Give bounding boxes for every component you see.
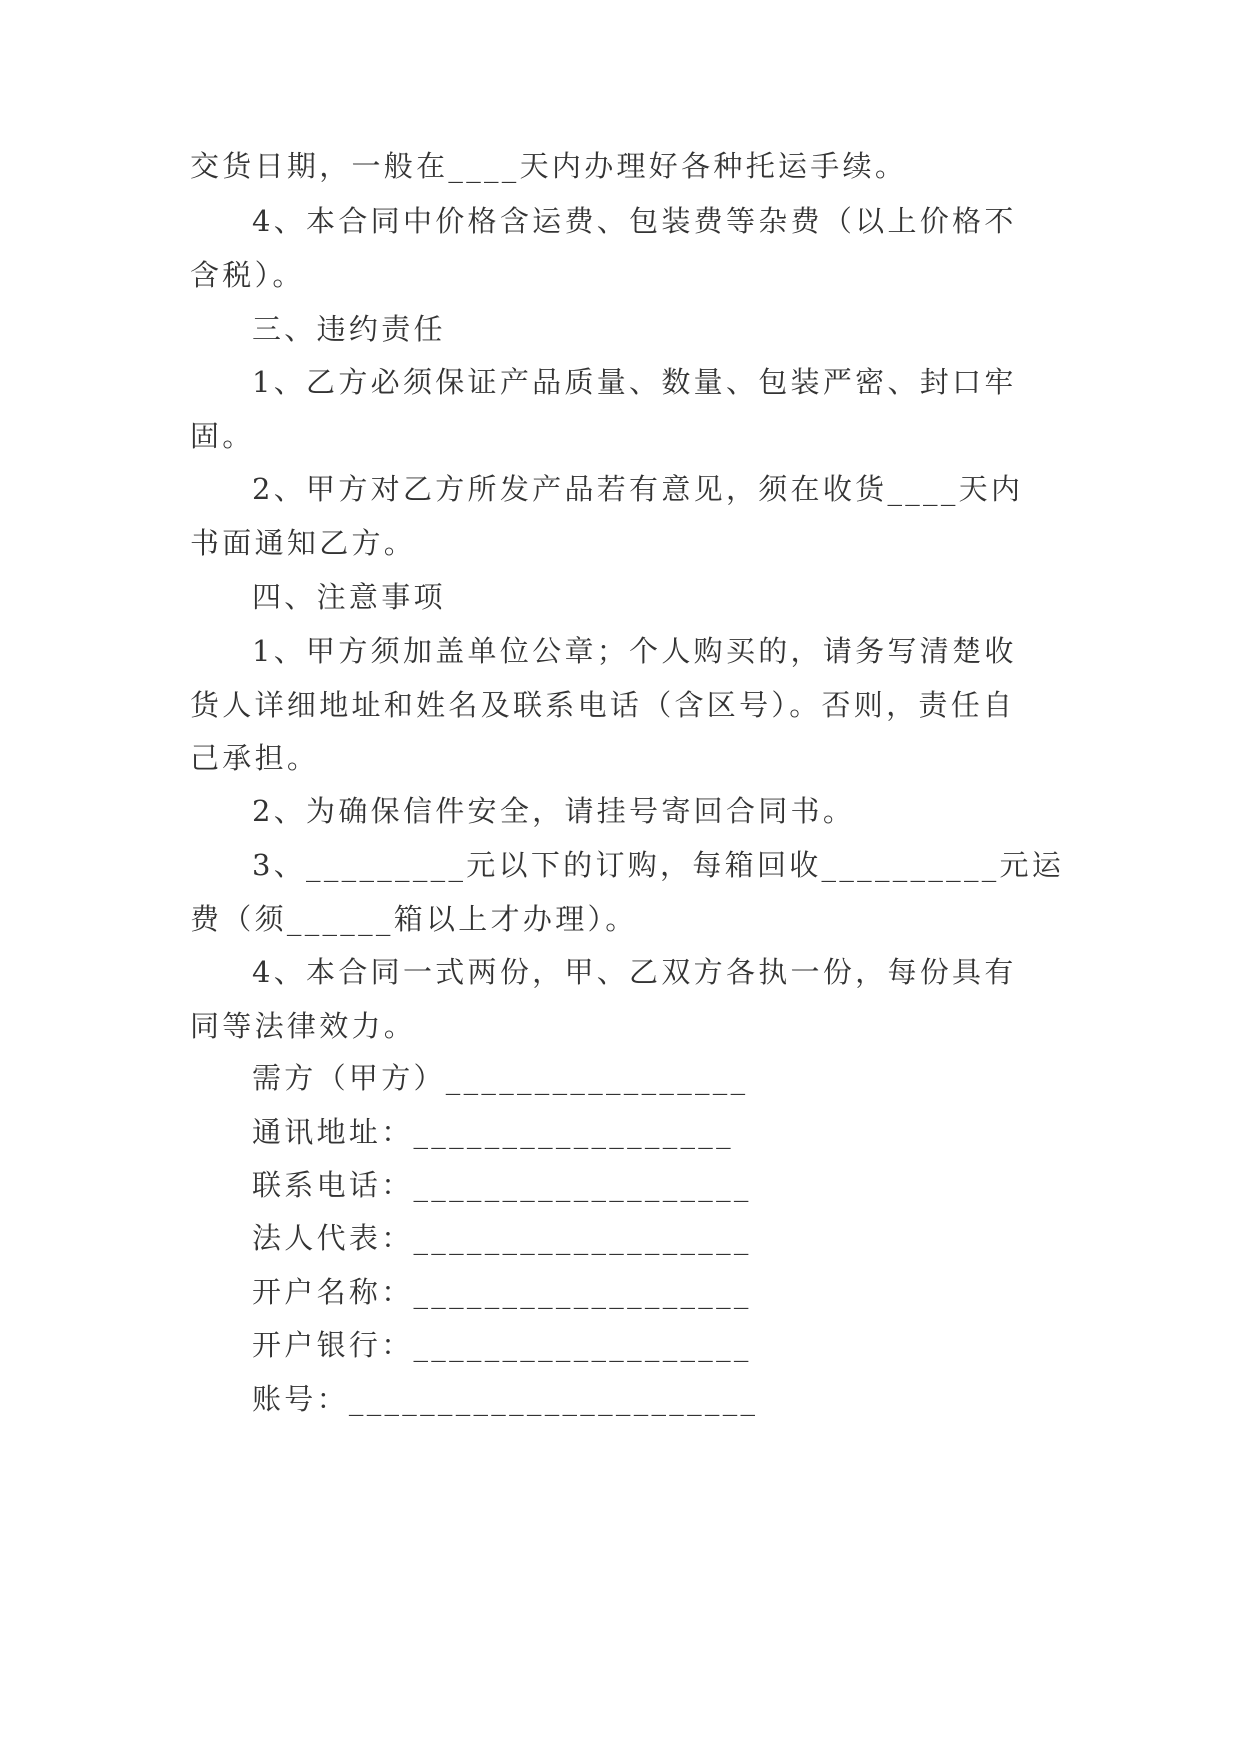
note-company-seal-cont: 货人详细地址和姓名及联系电话（含区号）。否则，责任自 (190, 688, 1016, 722)
field-bank-name: 开户银行：___________________ (252, 1328, 752, 1362)
field-contact-phone: 联系电话：___________________ (252, 1168, 752, 1202)
note-registered-mail: 2、为确保信件安全，请挂号寄回合同书。 (252, 794, 856, 828)
clause-price-includes-fees: 4、本合同中价格含运费、包装费等杂费（以上价格不 (252, 204, 1017, 238)
field-account-name: 开户名称：___________________ (252, 1275, 752, 1309)
note-copies: 4、本合同一式两份，甲、乙双方各执一份，每份具有 (252, 955, 1017, 989)
clause-quality-guarantee: 1、乙方必须保证产品质量、数量、包装严密、封口牢 (252, 365, 1017, 399)
section-heading-notes: 四、注意事项 (252, 580, 446, 614)
note-company-seal-end: 己承担。 (190, 741, 320, 775)
paragraph-delivery-date-line: 交货日期，一般在____天内办理好各种托运手续。 (190, 149, 908, 183)
clause-price-includes-fees-cont: 含税）。 (190, 258, 305, 292)
clause-objection-notice: 2、甲方对乙方所发产品若有意见，须在收货____天内 (252, 472, 1024, 506)
clause-quality-guarantee-cont: 固。 (190, 419, 255, 453)
field-buyer-party-a: 需方（甲方）_________________ (252, 1061, 749, 1095)
field-legal-representative: 法人代表：___________________ (252, 1221, 752, 1255)
note-copies-cont: 同等法律效力。 (190, 1009, 417, 1043)
note-shipping-refund: 3、_________元以下的订购，每箱回收__________元运 (252, 848, 1065, 882)
note-company-seal: 1、甲方须加盖单位公章；个人购买的，请务写清楚收 (252, 634, 1017, 668)
clause-objection-notice-cont: 书面通知乙方。 (190, 526, 417, 560)
section-heading-breach-liability: 三、违约责任 (252, 312, 446, 346)
field-mailing-address: 通讯地址：__________________ (252, 1115, 734, 1149)
field-account-number: 账号：_______________________ (252, 1382, 759, 1416)
note-shipping-refund-cont: 费（须______箱以上才办理）。 (190, 902, 638, 936)
